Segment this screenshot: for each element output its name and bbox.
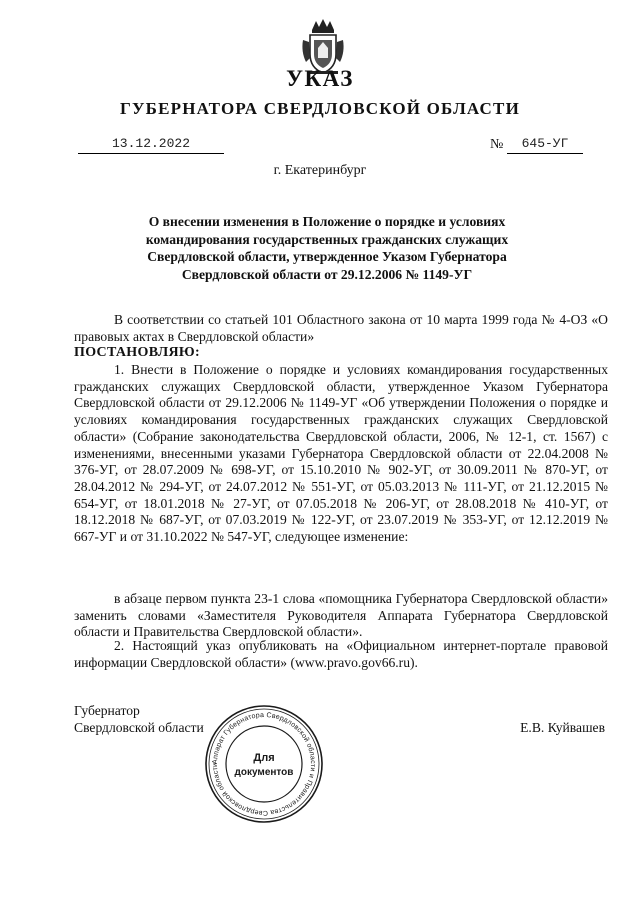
official-stamp: [203, 703, 325, 825]
document-date: 13.12.2022: [78, 135, 224, 154]
document-number: 645-УГ: [507, 135, 583, 154]
stamp-center-line1: Для: [253, 752, 275, 764]
item-1-paragraph: 1. Внести в Положение о порядке и условиях командирования государственных гражданских служащих Свердловской области, утвержденное Указом Губернатора Свердловской области от 29.12.2006 № 1149-УГ «Об утверждении Положения о порядке и условиях командирования государственных гражданских служащих Свердловской области» (Собрание законодательства Свердловской области, 2006, № 12-1, ст. 1567) с изменениями, внесенными указами Губернатора Свердловской области от 22.04.2008 № 376-УГ, от 28.07.2009 № 698-УГ, от 15.10.2010 № 902-УГ, от 30.09.2011 № 870-УГ, от 28.04.2012 № 294-УГ, от 24.07.2012 № 551-УГ, от 05.03.2013 № 111-УГ, от 21.12.2015 № 654-УГ, от 18.01.2018 № 27-УГ, от 07.05.2018 № 206-УГ, от 28.08.2018 № 410-УГ, от 18.12.2018 № 687-УГ, от 07.03.2019 № 122-УГ, от 23.07.2019 № 353-УГ, от 12.12.2019 № 667-УГ и от 31.10.2022 № 547-УГ, следующее изменение:: [74, 362, 608, 545]
document-issuer: ГУБЕРНАТОРА СВЕРДЛОВСКОЙ ОБЛАСТИ: [119, 99, 521, 118]
signatory-name: Е.В. Куйвашев: [520, 720, 605, 735]
decree-word: ПОСТАНОВЛЯЮ:: [74, 345, 200, 360]
number-sign: №: [490, 137, 504, 152]
preamble-paragraph: В соответствии со статьей 101 Областного закона от 10 марта 1999 года № 4-ОЗ «О правовых актах в Свердловской области»: [74, 312, 608, 344]
stamp-center-line2: документов: [234, 767, 294, 778]
svg-text:Аппарат Губернатора Свердловск: [212, 712, 316, 816]
document-heading: О внесении изменения в Положение о порядке и условиях командирования государственных гражданских служащих Свердловской области, утвержденное Указом Губернатора Свердловской области от 29.12.2006 № 1149-УГ: [145, 214, 509, 282]
item-1-change-paragraph: в абзаце первом пункта 23-1 слова «помощника Губернатора Свердловской области» заменить словами «Заместителя Руководителя Аппарата Губернатора Свердловской области и Правительства Свердловской области».: [74, 591, 608, 640]
signatory-role-line1: Губернатор: [74, 703, 140, 718]
document-title: УКАЗ: [286, 66, 354, 91]
document-city: г. Екатеринбург: [273, 163, 367, 178]
signatory-role-line2: Свердловской области: [74, 720, 204, 735]
item-2-paragraph: 2. Настоящий указ опубликовать на «Официальном интернет-портале правовой информации Свердловской области» (www.pravo.gov66.ru).: [74, 638, 608, 670]
stamp-ring-text: Аппарат Губернатора Свердловской области и Правительства Свердловской области: [211, 711, 317, 817]
